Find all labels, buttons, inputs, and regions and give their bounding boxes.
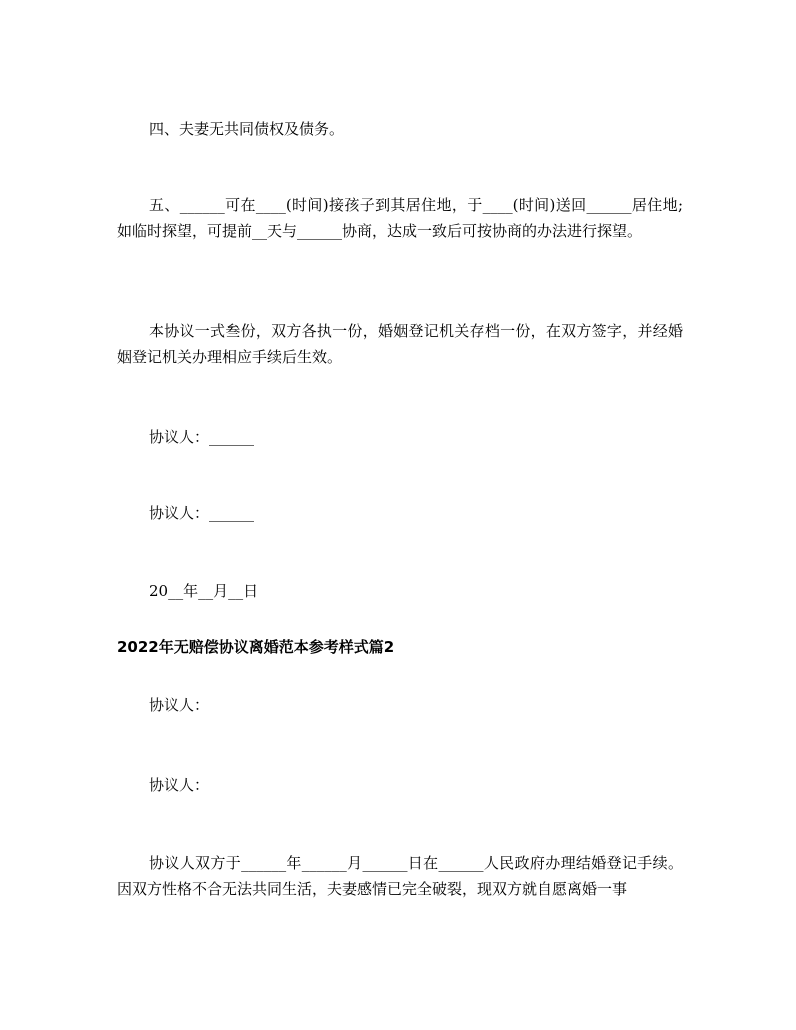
party-line-d: 协议人：: [149, 776, 210, 794]
paragraph-intro: 协议人双方于______年______月______日在______人民政府办理结婚登记手续。因双方性格不合无法共同生活，夫妻感情已完全破裂，现双方就自愿离婚一事: [117, 854, 683, 898]
paragraph-item-5: 五、______可在____(时间)接孩子到其居住地，于____(时间)送回______居住地;如临时探望，可提前__天与______协商，达成一致后可按协商的办法进行探望。: [117, 196, 683, 240]
paragraph-copies: 本协议一式叁份，双方各执一份，婚姻登记机关存档一份，在双方签字，并经婚姻登记机关办理相应手续后生效。: [117, 322, 683, 366]
signature-line-party-b: 协议人：______: [149, 504, 255, 522]
date-line: 20__年__月__日: [149, 582, 259, 600]
signature-line-party-a: 协议人：______: [149, 428, 255, 446]
section-heading: 2022年无赔偿协议离婚范本参考样式篇2: [117, 638, 395, 656]
party-line-c: 协议人：: [149, 696, 210, 714]
paragraph-item-4: 四、夫妻无共同债权及债务。: [149, 120, 345, 138]
